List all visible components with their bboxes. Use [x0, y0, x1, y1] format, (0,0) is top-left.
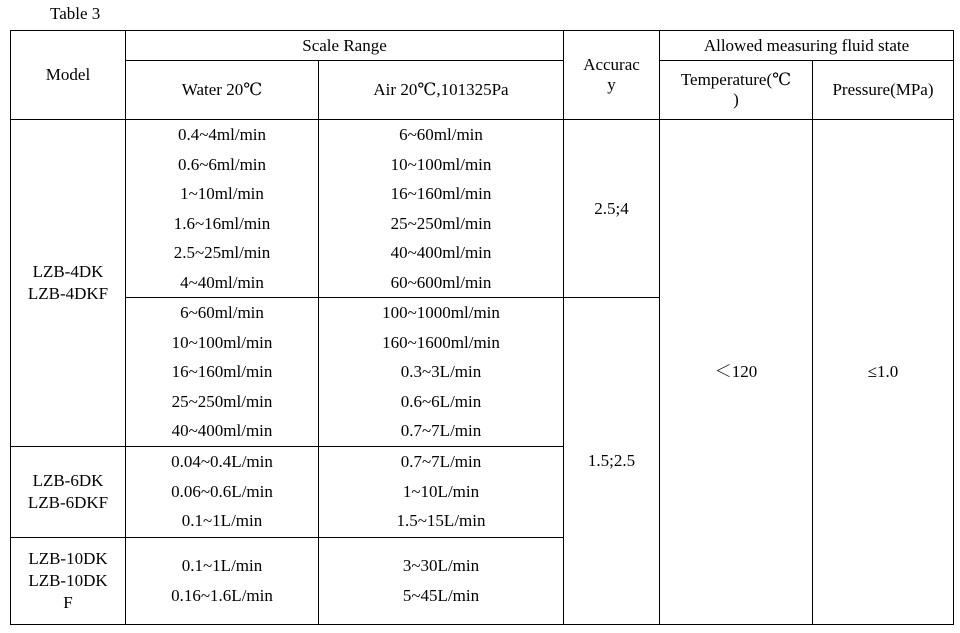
- air-range: 0.6~6L/min: [400, 391, 482, 411]
- air-range: 6~60ml/min: [399, 125, 483, 144]
- water-range: 10~100ml/min: [171, 332, 273, 352]
- model-line: LZB-10DK: [28, 570, 108, 590]
- air-range: 10~100ml/min: [390, 154, 492, 174]
- flowmeter-spec-table: [10, 30, 954, 625]
- table-caption: Table 3: [50, 4, 101, 23]
- model-line: LZB-6DK: [32, 470, 104, 490]
- water-range-cell: [126, 120, 319, 298]
- model-cell: [11, 537, 126, 624]
- model-cell: [11, 120, 126, 447]
- model-line: LZB-4DK: [32, 261, 104, 281]
- water-range-cell: [126, 298, 319, 447]
- water-range: 0.04~0.4L/min: [171, 452, 273, 472]
- water-range: 0.1~1L/min: [181, 511, 263, 531]
- water-range: 6~60ml/min: [180, 303, 264, 322]
- water-range: 0.06~0.6L/min: [171, 481, 273, 501]
- air-range: 60~600ml/min: [390, 272, 492, 292]
- air-range: 40~400ml/min: [390, 243, 492, 262]
- water-range: 16~160ml/min: [171, 362, 273, 381]
- air-range-cell: [319, 537, 564, 624]
- model-line: F: [63, 592, 73, 612]
- accuracy-cell: 1.5;2.5: [564, 298, 660, 625]
- air-range-cell: [319, 298, 564, 447]
- header-temperature-line1: Temperature(℃: [680, 70, 792, 89]
- air-range: 0.3~3L/min: [400, 362, 482, 381]
- water-range: 1.6~16ml/min: [173, 213, 271, 233]
- air-range: 0.7~7L/min: [400, 452, 482, 472]
- header-scale-range: Scale Range: [126, 31, 564, 61]
- header-accuracy-line1: Accurac: [583, 55, 640, 74]
- air-range-cell: [319, 446, 564, 537]
- header-temperature-line2: ): [733, 90, 739, 109]
- model-line: LZB-4DKF: [27, 283, 109, 303]
- water-range: 0.16~1.6L/min: [171, 585, 273, 605]
- air-range: 1~10L/min: [402, 481, 480, 501]
- air-range: 100~1000ml/min: [382, 303, 500, 322]
- water-range: 0.4~4ml/min: [177, 125, 267, 144]
- header-pressure: Pressure(MPa): [813, 61, 954, 120]
- water-range: 0.1~1L/min: [181, 556, 263, 575]
- water-range: 2.5~25ml/min: [173, 243, 271, 262]
- model-cell: [11, 446, 126, 537]
- header-air: Air 20℃,101325Pa: [319, 61, 564, 120]
- air-range: 160~1600ml/min: [382, 332, 500, 352]
- water-range: 25~250ml/min: [171, 391, 273, 411]
- header-temperature: [660, 61, 813, 120]
- air-range-cell: [319, 120, 564, 298]
- air-range: 0.7~7L/min: [400, 421, 482, 440]
- air-range: 25~250ml/min: [390, 213, 492, 233]
- accuracy-cell: 2.5;4: [564, 120, 660, 298]
- air-range: 1.5~15L/min: [396, 511, 486, 531]
- water-range: 1~10ml/min: [180, 184, 264, 203]
- model-line: LZB-10DK: [28, 548, 108, 568]
- air-range: 5~45L/min: [402, 585, 480, 605]
- model-line: LZB-6DKF: [27, 492, 109, 512]
- water-range: 4~40ml/min: [180, 272, 264, 292]
- water-range-cell: [126, 537, 319, 624]
- temperature-cell: ＜120: [660, 120, 813, 625]
- water-range-cell: [126, 446, 319, 537]
- header-water: Water 20℃: [126, 61, 319, 120]
- header-accuracy: [564, 31, 660, 120]
- header-allowed-fluid-state: Allowed measuring fluid state: [660, 31, 954, 61]
- air-range: 3~30L/min: [402, 556, 480, 575]
- water-range: 0.6~6ml/min: [177, 154, 267, 174]
- air-range: 16~160ml/min: [390, 184, 492, 203]
- pressure-cell: ≤1.0: [813, 120, 954, 625]
- water-range: 40~400ml/min: [171, 421, 273, 440]
- header-model: Model: [11, 31, 126, 120]
- header-accuracy-line2: y: [607, 75, 616, 94]
